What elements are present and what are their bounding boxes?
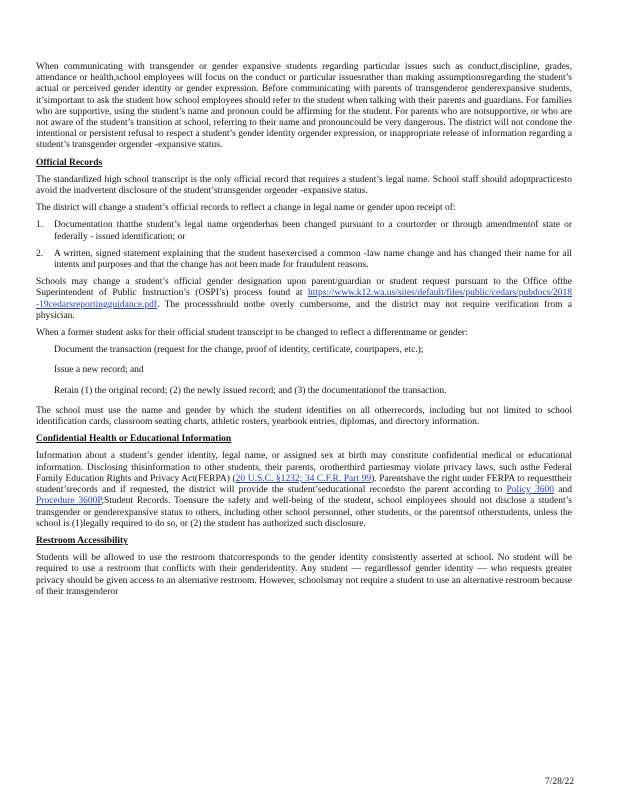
intro-paragraph: When communicating with transgender or gender expansive students regarding particular issues such as conduct,discipline, grades, attendance or health,school employees will focus on the conduct or particular issuesrather than making assumptionsregarding the student’s actual or perceived gender identity or gender expression. Before communicating with parents of transgenderor genderexpansive students, it’simportant to ask the student how school employees should refer to the student when talking with their parents and guardians. For families who are supportive, using the student’s name and pronoun could be affirming for the student. For parents who are notsupportive, or who are not aware of the student’s transition at school, referring to their name and pronouncould be very dangerous. The district will not condone the intentional or persistent refusal to respect a student’s gender identity orgender expression, or inappropriate release of information regarding a student’s transgender orgender -expansive status. bbox=[36, 62, 572, 151]
confidential-info-paragraph bbox=[36, 451, 572, 529]
confidential-info-heading: Confidential Health or Educational Information bbox=[36, 434, 232, 445]
official-records-paragraph-2: The district will change a student’s official records to reflect a change in legal name or gender upon receipt of: bbox=[36, 203, 456, 214]
list-item bbox=[36, 365, 572, 376]
list-item bbox=[36, 220, 572, 242]
ospi-guidance-link[interactable]: https://www.k12.wa.us/sites/default/files/public/cedars/pubdocs/2018 -19cedarsreportingguidance.pdf bbox=[36, 288, 572, 310]
official-records-paragraph-5: The school must use the name and gender by which the student identifies on all otherrecords, including but not limited to school identification cards, classroom seating charts, athletic rosters, yearbook entries, diplomas, and directory information. bbox=[36, 405, 572, 428]
list-item-number: 2. bbox=[36, 248, 44, 259]
official-records-paragraph-3 bbox=[36, 277, 572, 322]
official-records-paragraph-4: When a former student asks for their official student transcript to be changed to reflect a differentname or gender: bbox=[36, 328, 468, 339]
paragraph-text: ). Parentshave the right under FERPA to requesttheir student’srecords and if requested, the district will provide the student’seducational recordsto the parent according to bbox=[36, 473, 572, 496]
paragraph-text: and bbox=[558, 485, 572, 496]
restroom-paragraph: Students will be allowed to use the restroom thatcorresponds to the gender identity consistently asserted at school. No student will be required to use a restroom that conflicts with their genderidentity. Any student — regardlessof gender identity — who requests greater privacy should be given access to an alternative restroom. However, schoolsmay not require a student to use an alternative restroom because of their transgenderor bbox=[36, 553, 572, 597]
list-item-text: Document the transaction (request for the change, proof of identity, certificate, courtpapers, etc.); bbox=[54, 345, 424, 356]
policy-3600-link[interactable]: Policy 3600 bbox=[506, 485, 555, 496]
paragraph-text: Information about a student’s gender identity, legal name, or assigned sex at birth may constitute confidential medical or educational information. Disclosing thisinformation to other students, their parents, orotherthird partiesmay violate privacy laws, such asthe Federal Family Education Rights and Privacy Act(FERPA) ( bbox=[36, 451, 572, 484]
official-records-heading: Official Records bbox=[36, 157, 103, 168]
list-item bbox=[36, 249, 572, 271]
ferpa-statute-link[interactable]: 20 U.S.C. §1232; 34 C.F.R. Part 99 bbox=[235, 473, 372, 484]
list-item bbox=[36, 386, 572, 397]
records-change-list bbox=[36, 220, 572, 271]
list-item-number: 1. bbox=[36, 220, 44, 231]
paragraph-text: . The processshould notbe overly cumbersome, and the district may not require verification from a physician. bbox=[36, 299, 572, 321]
list-item-text: A written, signed statement explaining that the student hasexercised a common -law name change and has changed their name for all intents and purposes and that the change has not been made for fraudulent reasons. bbox=[54, 248, 572, 271]
official-records-paragraph-1: The standardized high school transcript is the only official record that requires a student’s legal name. School staff should adoptpracticesto avoid the inadvertent disclosure of the student’stransgender orgender -expansive status. bbox=[36, 174, 572, 197]
footer-date: 7/28/22 bbox=[544, 777, 574, 787]
list-item-text: Documentation thatthe student’s legal name orgenderhas been changed pursuant to a courtorder or through amendmentof state or federally - issued identification; or bbox=[54, 220, 572, 242]
document-page bbox=[36, 62, 572, 604]
paragraph-text: ,Student Records. Toensure the safety and well-being of the student, school employees should not disclose a student’s transgender or genderexpansive status to others, including other school personnel, other students, or the parentsof otherstudents, unless the school is (1)legally required to do so, or (2) the student has authorized such disclosure. bbox=[36, 496, 572, 529]
paragraph-text: Schools may change a student’s official gender designation upon parent/guardian or student request pursuant to the Office ofthe Superintendent of Public Instruction’s (OSPI’s) process found at bbox=[36, 277, 572, 299]
list-item-text: Retain (1) the original record; (2) the newly issued record; and (3) the documentationof the transaction. bbox=[54, 385, 447, 396]
list-item bbox=[36, 345, 572, 356]
list-item-text: Issue a new record; and bbox=[54, 365, 144, 376]
former-student-steps-list bbox=[36, 345, 572, 397]
procedure-3600p-link[interactable]: Procedure 3600P bbox=[36, 496, 102, 507]
restroom-accessibility-heading: Restroom Accessibility bbox=[36, 535, 128, 546]
